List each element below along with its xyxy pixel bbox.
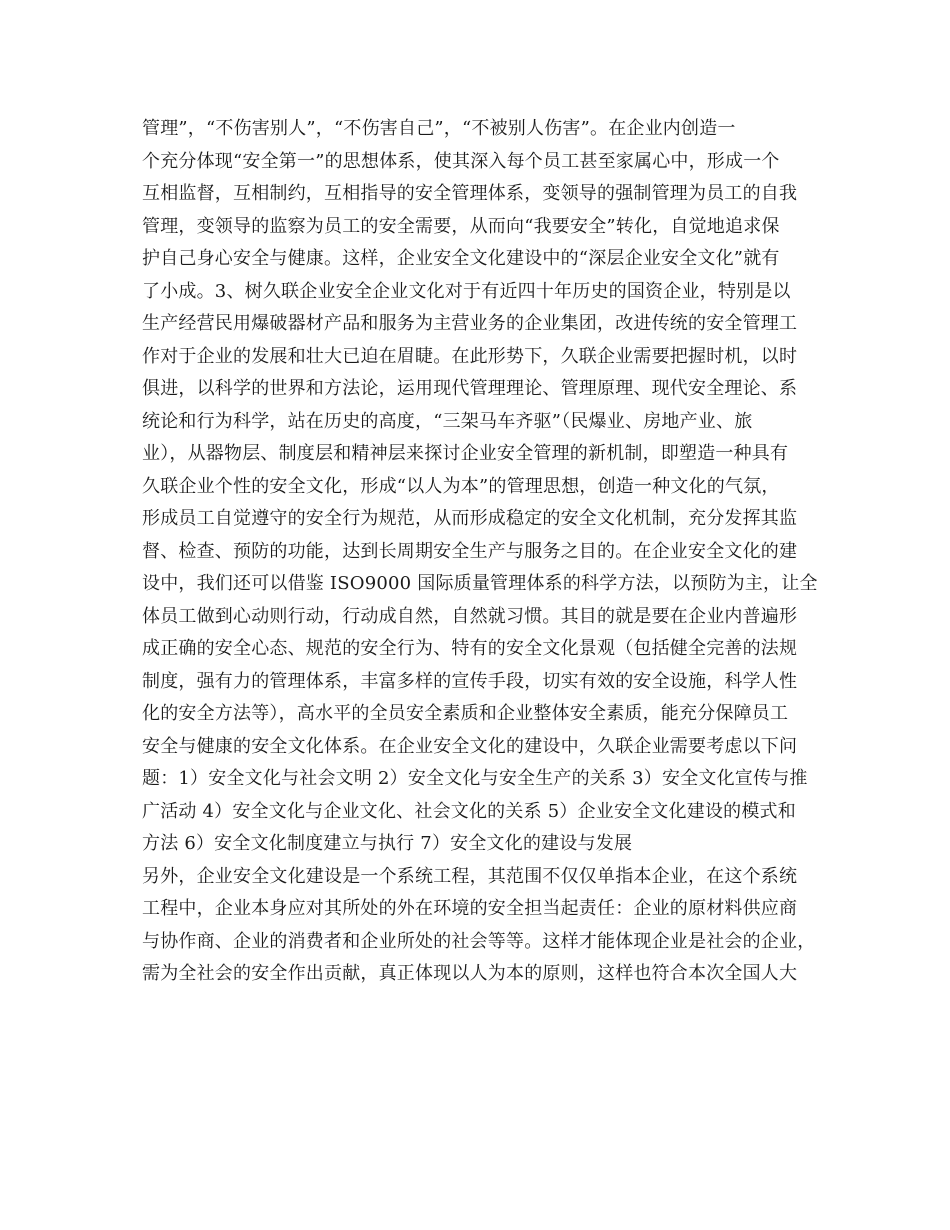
text-line: 管理，变领导的监察为员工的安全需要，从而向“我要安全”转化，自觉地追求保 bbox=[142, 215, 780, 237]
text-line: 个充分体现“安全第一”的思想体系，使其深入每个员工甚至家属心中，形成一个 bbox=[142, 150, 780, 172]
text-line: 久联企业个性的安全文化，形成“以人为本”的管理思想，创造一种文化的气氛， bbox=[142, 475, 780, 497]
text-line: 另外，企业安全文化建设是一个系统工程，其范围不仅仅单指本企业，在这个系统 bbox=[142, 865, 798, 887]
text-line: 题：1）安全文化与社会文明 2）安全文化与安全生产的关系 3）安全文化宣传与推 bbox=[142, 768, 808, 789]
text-line: 业），从器物层、制度层和精神层来探讨企业安全管理的新机制，即塑造一种具有 bbox=[142, 443, 789, 464]
text-line: 与协作商、企业的消费者和企业所处的社会等等。这样才能体现企业是社会的企业， bbox=[142, 930, 816, 952]
text-line: 设中，我们还可以借鉴 ISO9000 国际质量管理体系的科学方法，以预防为主，让全 bbox=[142, 573, 818, 594]
text-line: 生产经营民用爆破器材产品和服务为主营业务的企业集团，改进传统的安全管理工 bbox=[142, 313, 798, 334]
text-line: 管理”，“不伤害别人”，“不伤害自己”，“不被别人伤害”。在企业内创造一 bbox=[142, 118, 736, 139]
text-line: 广活动 4）安全文化与企业文化、社会文化的关系 5）企业安全文化建设的模式和 bbox=[142, 800, 796, 822]
text-line: 体员工做到心动则行动，行动成自然，自然就习惯。其目的就是要在企业内普遍形 bbox=[142, 605, 798, 627]
text-line: 作对于企业的发展和壮大已迫在眉睫。在此形势下，久联企业需要把握时机，以时 bbox=[142, 345, 798, 367]
text-line: 督、检查、预防的功能，达到长周期安全生产与服务之目的。在企业安全文化的建 bbox=[142, 540, 798, 562]
text-line: 了小成。3、树久联企业安全企业文化对于有近四十年历史的国资企业，特别是以 bbox=[142, 280, 791, 302]
text-line: 互相监督，互相制约，互相指导的安全管理体系，变领导的强制管理为员工的自我 bbox=[142, 183, 798, 204]
text-line: 需为全社会的安全作出贡献，真正体现以人为本的原则，这样也符合本次全国人大 bbox=[142, 963, 798, 984]
document-body bbox=[142, 113, 818, 991]
text-line: 护自己身心安全与健康。这样，企业安全文化建设中的“深层企业安全文化”就有 bbox=[142, 248, 780, 269]
paragraph-system-engineering bbox=[142, 861, 814, 991]
text-line: 工程中，企业本身应对其所处的外在环境的安全担当起责任：企业的原材料供应商 bbox=[142, 898, 798, 919]
text-line: 形成员工自觉遵守的安全行为规范，从而形成稳定的安全文化机制，充分发挥其监 bbox=[142, 508, 798, 529]
text-line: 方法 6）安全文化制度建立与执行 7）安全文化的建设与发展 bbox=[142, 833, 633, 854]
text-line: 成正确的安全心态、规范的安全行为、特有的安全文化景观（包括健全完善的法规 bbox=[142, 638, 798, 659]
text-line: 统论和行为科学，站在历史的高度，“三架马车齐驱”（民爆业、房地产业、旅 bbox=[142, 410, 753, 432]
paragraph-main bbox=[142, 113, 818, 861]
text-line: 制度，强有力的管理体系，丰富多样的宣传手段，切实有效的安全设施，科学人性 bbox=[142, 670, 798, 692]
text-line: 安全与健康的安全文化体系。在企业安全文化的建设中，久联企业需要考虑以下问 bbox=[142, 735, 798, 757]
text-line: 俱进，以科学的世界和方法论，运用现代管理理论、管理原理、现代安全理论、系 bbox=[142, 378, 798, 399]
text-line: 化的安全方法等），高水平的全员安全素质和企业整体安全素质，能充分保障员工 bbox=[142, 703, 789, 724]
